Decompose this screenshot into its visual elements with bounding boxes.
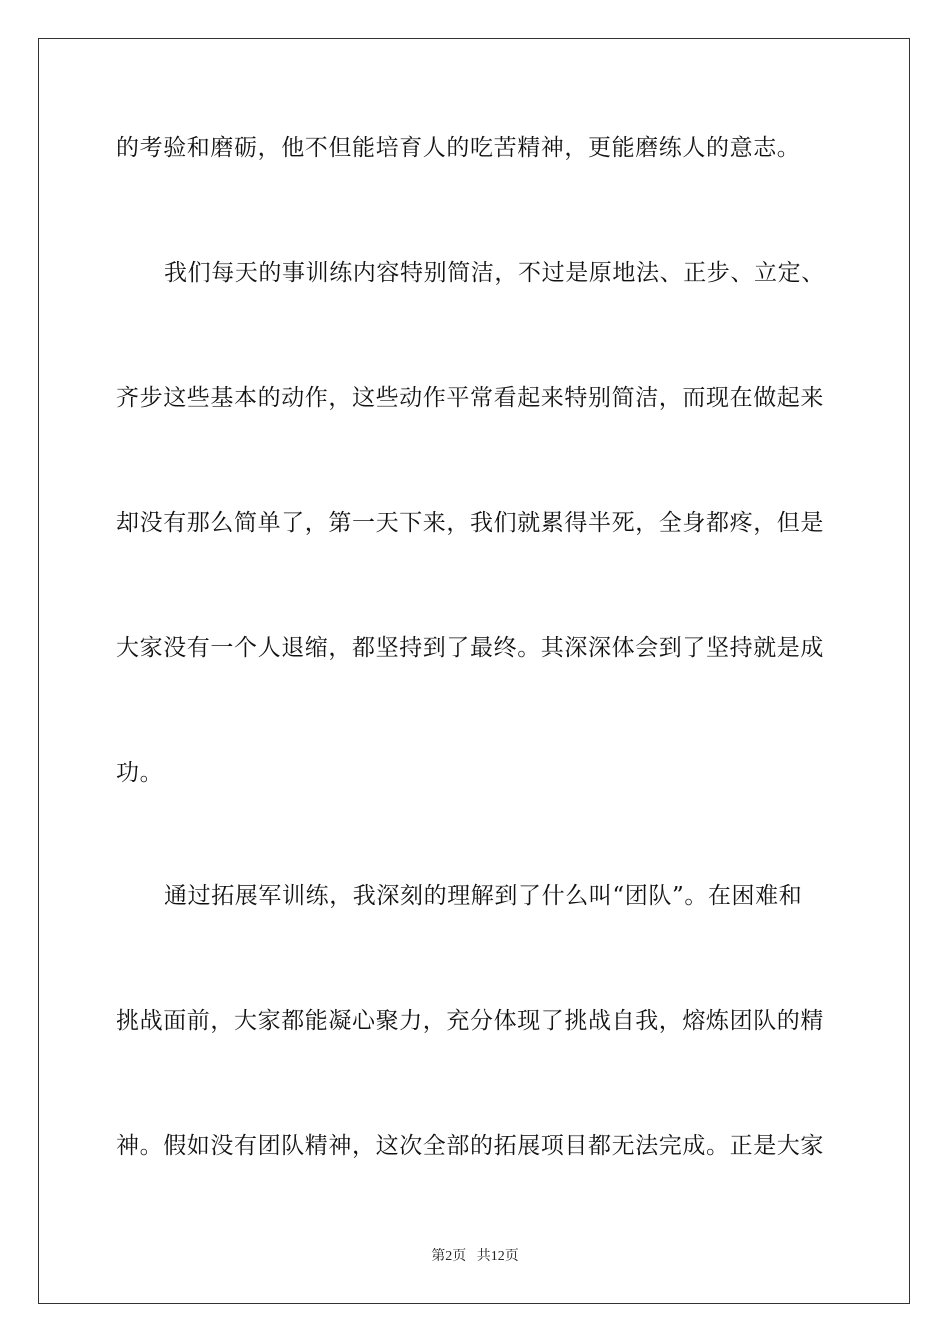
paragraph-first-line: 通过拓展军训练，我深刻的理解到了什么叫“团队”。在困难和 [164,883,803,909]
body-text-line: 大家没有一个人退缩，都坚持到了最终。其深深体会到了坚持就是成 [116,635,824,661]
paragraph-first-line: 我们每天的事训练内容特别简洁，不过是原地法、正步、立定、 [164,260,825,286]
page-border [38,38,910,1304]
body-text-line: 齐步这些基本的动作，这些动作平常看起来特别简洁，而现在做起来 [116,385,824,411]
body-text-line: 却没有那么简单了，第一天下来，我们就累得半死，全身都疼，但是 [116,510,824,536]
body-text-line: 挑战面前，大家都能凝心聚力，充分体现了挑战自我，熔炼团队的精 [116,1008,824,1034]
body-text-line: 功。 [116,760,164,786]
page-number-footer: 第2页 共12页 [431,1249,519,1264]
body-text-line: 神。假如没有团队精神，这次全部的拓展项目都无法完成。正是大家 [116,1133,824,1159]
body-text-line: 的考验和磨砺，他不但能培育人的吃苦精神，更能磨练人的意志。 [116,135,801,161]
